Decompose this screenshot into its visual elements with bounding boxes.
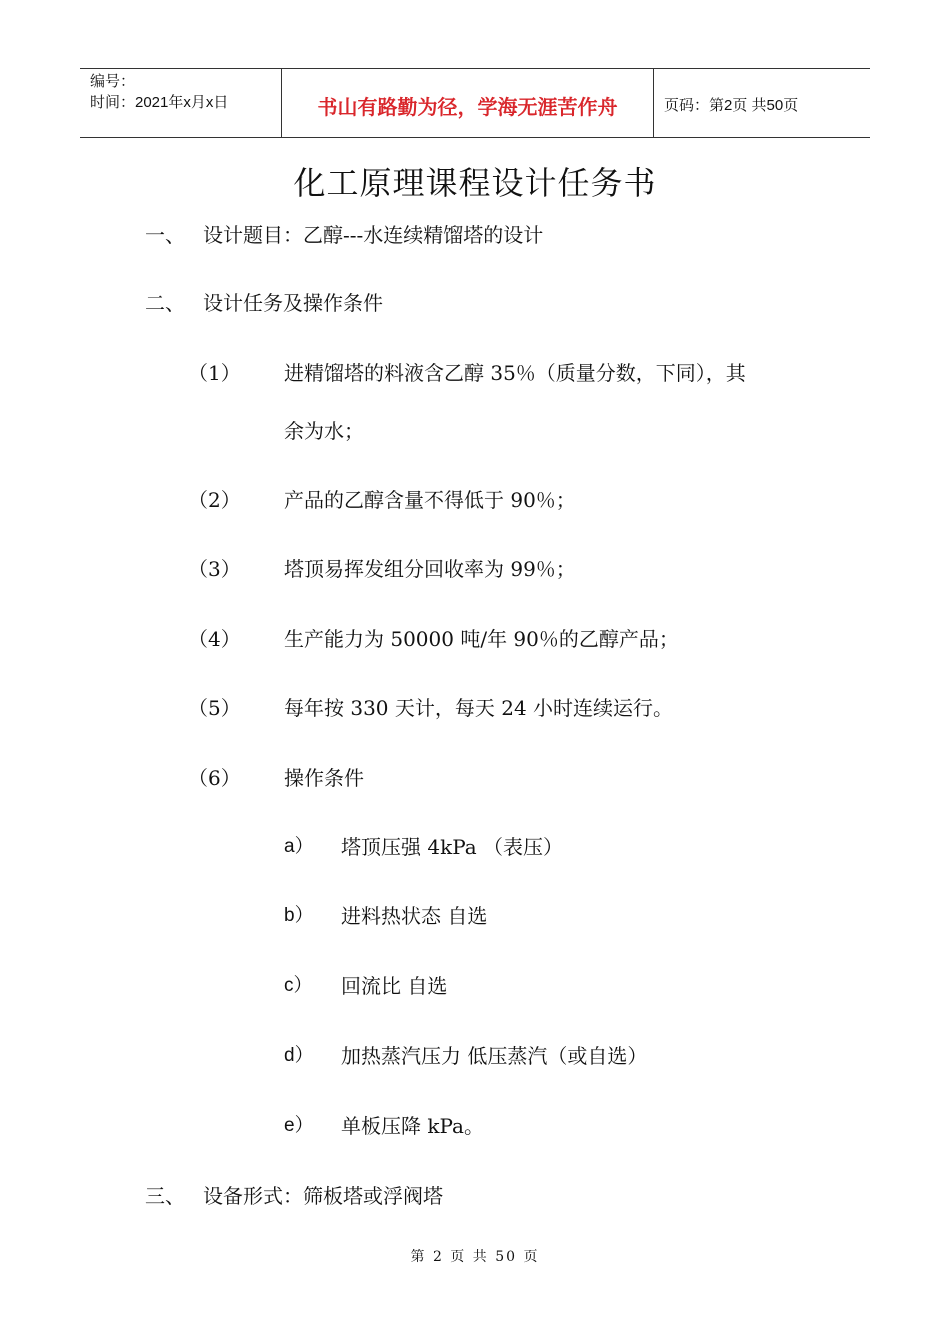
condition-text: 塔顶压强 4kPa （表压） (341, 835, 564, 859)
header-left-cell (80, 69, 282, 137)
item-number: （1） (188, 361, 241, 385)
section-number: 二、 (145, 291, 185, 315)
item-text: 产品的乙醇含量不得低于 90％； (284, 488, 576, 512)
item-text: 进精馏塔的料液含乙醇 35％（质量分数，下同），其 (284, 361, 746, 385)
condition-letter: b） (284, 905, 314, 926)
page-footer: 第 2 页 共 50 页 (410, 1249, 540, 1265)
condition-letter: c） (284, 975, 313, 996)
header-page-info: 页码：第2页 共50页 (664, 96, 799, 114)
header-motto: 书山有路勤为径，学海无涯苦作舟 (282, 69, 654, 137)
section-number: 三、 (145, 1184, 185, 1208)
item-text-continuation: 余为水； (284, 419, 364, 443)
item-number: （4） (188, 627, 241, 651)
section-text: 设计题目：乙醇---水连续精馏塔的设计 (203, 223, 544, 247)
item-text: 生产能力为 50000 吨/年 90％的乙醇产品； (284, 627, 679, 651)
section-text: 设备形式：筛板塔或浮阀塔 (203, 1184, 443, 1208)
condition-text: 单板压降 kPa。 (341, 1114, 484, 1138)
item-number: （3） (188, 557, 241, 581)
condition-letter: e） (284, 1115, 314, 1136)
item-number: （5） (188, 696, 241, 720)
condition-text: 进料热状态 自选 (341, 904, 488, 928)
code-label: 编号： (90, 73, 136, 90)
page-header (80, 68, 870, 138)
document-title: 化工原理课程设计任务书 (293, 164, 657, 202)
item-text: 每年按 330 天计，每天 24 小时连续运行。 (284, 696, 674, 720)
section-number: 一、 (145, 223, 185, 247)
item-number: （6） (188, 766, 241, 790)
time-label: 时间：2021年x月x日 (90, 94, 229, 111)
item-text: 塔顶易挥发组分回收率为 99％； (284, 557, 576, 581)
condition-text: 回流比 自选 (341, 974, 448, 998)
section-text: 设计任务及操作条件 (203, 291, 383, 315)
condition-letter: d） (284, 1045, 314, 1066)
condition-text: 加热蒸汽压力 低压蒸汽（或自选） (341, 1044, 648, 1068)
condition-letter: a） (284, 836, 314, 857)
item-number: （2） (188, 488, 241, 512)
item-text: 操作条件 (284, 766, 364, 790)
